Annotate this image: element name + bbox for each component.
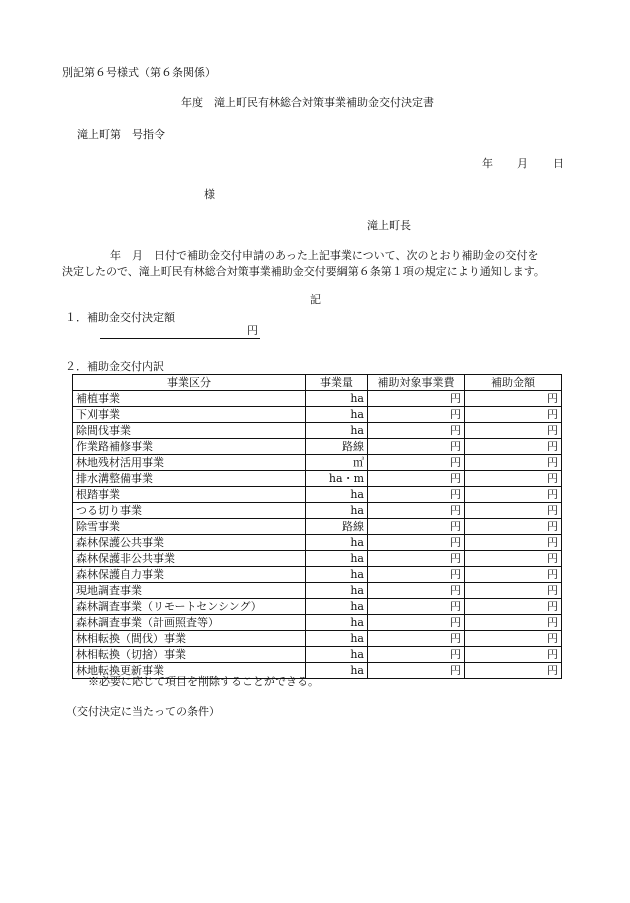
row-grant-amount-cell: 円 <box>465 631 562 647</box>
table-row <box>73 407 562 423</box>
row-volume-cell: ha <box>306 551 368 567</box>
row-category-cell: 除雪事業 <box>73 519 306 535</box>
table-row <box>73 391 562 407</box>
row-volume-cell: ha <box>306 535 368 551</box>
grant-breakdown-table <box>72 374 562 679</box>
row-eligible-cost-cell: 円 <box>368 583 465 599</box>
row-grant-amount-cell: 円 <box>465 471 562 487</box>
table-row <box>73 455 562 471</box>
document-title: 年度 滝上町民有林総合対策事業補助金交付決定書 <box>181 96 434 109</box>
row-grant-amount-cell: 円 <box>465 503 562 519</box>
row-category-cell: 森林保護公共事業 <box>73 535 306 551</box>
row-grant-amount-cell: 円 <box>465 647 562 663</box>
table-row <box>73 487 562 503</box>
date-month-label: 月 <box>517 157 528 170</box>
body-text-line-1: 年 月 日付で補助金交付申請のあった上記事業について、次のとおり補助金の交付を <box>110 249 539 262</box>
table-row <box>73 535 562 551</box>
row-category-cell: 森林保護非公共事業 <box>73 551 306 567</box>
row-volume-cell: ha <box>306 647 368 663</box>
row-category-cell: 下刈事業 <box>73 407 306 423</box>
row-category-cell: 作業路補修事業 <box>73 439 306 455</box>
row-eligible-cost-cell: 円 <box>368 471 465 487</box>
row-volume-cell: ha <box>306 487 368 503</box>
row-grant-amount-cell: 円 <box>465 567 562 583</box>
row-volume-cell: ha <box>306 503 368 519</box>
row-grant-amount-cell: 円 <box>465 535 562 551</box>
grant-amount-field <box>100 323 260 339</box>
table-row <box>73 503 562 519</box>
table-header-row <box>73 375 562 391</box>
table-note: ※必要に応じて項目を削除することができる。 <box>88 675 319 688</box>
row-category-cell: 森林調査事業（計画照査等） <box>73 615 306 631</box>
row-volume-cell: ha <box>306 663 368 679</box>
row-grant-amount-cell: 円 <box>465 583 562 599</box>
row-volume-cell: ha <box>306 631 368 647</box>
row-eligible-cost-cell: 円 <box>368 631 465 647</box>
column-header-grant-amount: 補助金額 <box>465 375 562 391</box>
row-eligible-cost-cell: 円 <box>368 439 465 455</box>
row-volume-cell: 路線 <box>306 439 368 455</box>
row-eligible-cost-cell: 円 <box>368 615 465 631</box>
row-category-cell: 現地調査事業 <box>73 583 306 599</box>
row-volume-cell: ha <box>306 615 368 631</box>
column-header-volume: 事業量 <box>306 375 368 391</box>
table-row <box>73 567 562 583</box>
section-2-heading: ２．補助金交付内訳 <box>65 360 164 373</box>
row-grant-amount-cell: 円 <box>465 407 562 423</box>
row-grant-amount-cell: 円 <box>465 455 562 471</box>
row-eligible-cost-cell: 円 <box>368 647 465 663</box>
row-volume-cell: ha <box>306 391 368 407</box>
date-day-label: 日 <box>553 157 564 170</box>
form-identifier: 別記第６号様式（第６条関係） <box>62 66 216 79</box>
conditions-heading: （交付決定に当たっての条件） <box>66 705 220 718</box>
row-eligible-cost-cell: 円 <box>368 567 465 583</box>
row-volume-cell: ha <box>306 599 368 615</box>
row-category-cell: 排水溝整備事業 <box>73 471 306 487</box>
date-year-label: 年 <box>482 157 493 170</box>
row-grant-amount-cell: 円 <box>465 519 562 535</box>
row-category-cell: 森林保護自力事業 <box>73 567 306 583</box>
amount-unit-label: 円 <box>247 324 258 337</box>
row-category-cell: つる切り事業 <box>73 503 306 519</box>
row-eligible-cost-cell: 円 <box>368 487 465 503</box>
row-eligible-cost-cell: 円 <box>368 599 465 615</box>
table-row <box>73 439 562 455</box>
row-eligible-cost-cell: 円 <box>368 519 465 535</box>
row-grant-amount-cell: 円 <box>465 663 562 679</box>
row-category-cell: 林地転換更新事業 <box>73 663 306 679</box>
column-header-category: 事業区分 <box>73 375 306 391</box>
row-eligible-cost-cell: 円 <box>368 535 465 551</box>
table-row <box>73 471 562 487</box>
issuer-name: 滝上町長 <box>367 219 411 232</box>
row-grant-amount-cell: 円 <box>465 551 562 567</box>
row-volume-cell: ha <box>306 567 368 583</box>
table-row <box>73 423 562 439</box>
row-eligible-cost-cell: 円 <box>368 503 465 519</box>
row-grant-amount-cell: 円 <box>465 487 562 503</box>
row-volume-cell: 路線 <box>306 519 368 535</box>
row-eligible-cost-cell: 円 <box>368 391 465 407</box>
row-category-cell: 林相転換（間伐）事業 <box>73 631 306 647</box>
section-1-heading: １．補助金交付決定額 <box>65 311 175 324</box>
row-grant-amount-cell: 円 <box>465 615 562 631</box>
row-eligible-cost-cell: 円 <box>368 551 465 567</box>
table-row <box>73 583 562 599</box>
column-header-eligible-cost: 補助対象事業費 <box>368 375 465 391</box>
row-volume-cell: ha <box>306 423 368 439</box>
body-text-line-2: 決定したので、滝上町民有林総合対策事業補助金交付要綱第６条第１項の規定により通知します。 <box>62 265 545 278</box>
row-category-cell: 林相転換（切捨）事業 <box>73 647 306 663</box>
row-category-cell: 森林調査事業（リモートセンシング） <box>73 599 306 615</box>
row-eligible-cost-cell: 円 <box>368 663 465 679</box>
table-row <box>73 615 562 631</box>
table-row <box>73 631 562 647</box>
row-volume-cell: ㎥ <box>306 455 368 471</box>
row-grant-amount-cell: 円 <box>465 391 562 407</box>
row-category-cell: 除間伐事業 <box>73 423 306 439</box>
row-eligible-cost-cell: 円 <box>368 423 465 439</box>
table-row <box>73 599 562 615</box>
row-eligible-cost-cell: 円 <box>368 407 465 423</box>
row-category-cell: 補植事業 <box>73 391 306 407</box>
row-volume-cell: ha・m <box>306 471 368 487</box>
recipient-honorific: 様 <box>204 188 215 201</box>
row-grant-amount-cell: 円 <box>465 439 562 455</box>
row-eligible-cost-cell: 円 <box>368 455 465 471</box>
row-category-cell: 根踏事業 <box>73 487 306 503</box>
row-volume-cell: ha <box>306 583 368 599</box>
ki-heading: 記 <box>310 293 321 306</box>
row-grant-amount-cell: 円 <box>465 599 562 615</box>
issue-number: 滝上町第 号指令 <box>77 128 165 141</box>
row-grant-amount-cell: 円 <box>465 423 562 439</box>
table-row <box>73 551 562 567</box>
row-volume-cell: ha <box>306 407 368 423</box>
table-row <box>73 647 562 663</box>
row-category-cell: 林地残材活用事業 <box>73 455 306 471</box>
table-row <box>73 519 562 535</box>
